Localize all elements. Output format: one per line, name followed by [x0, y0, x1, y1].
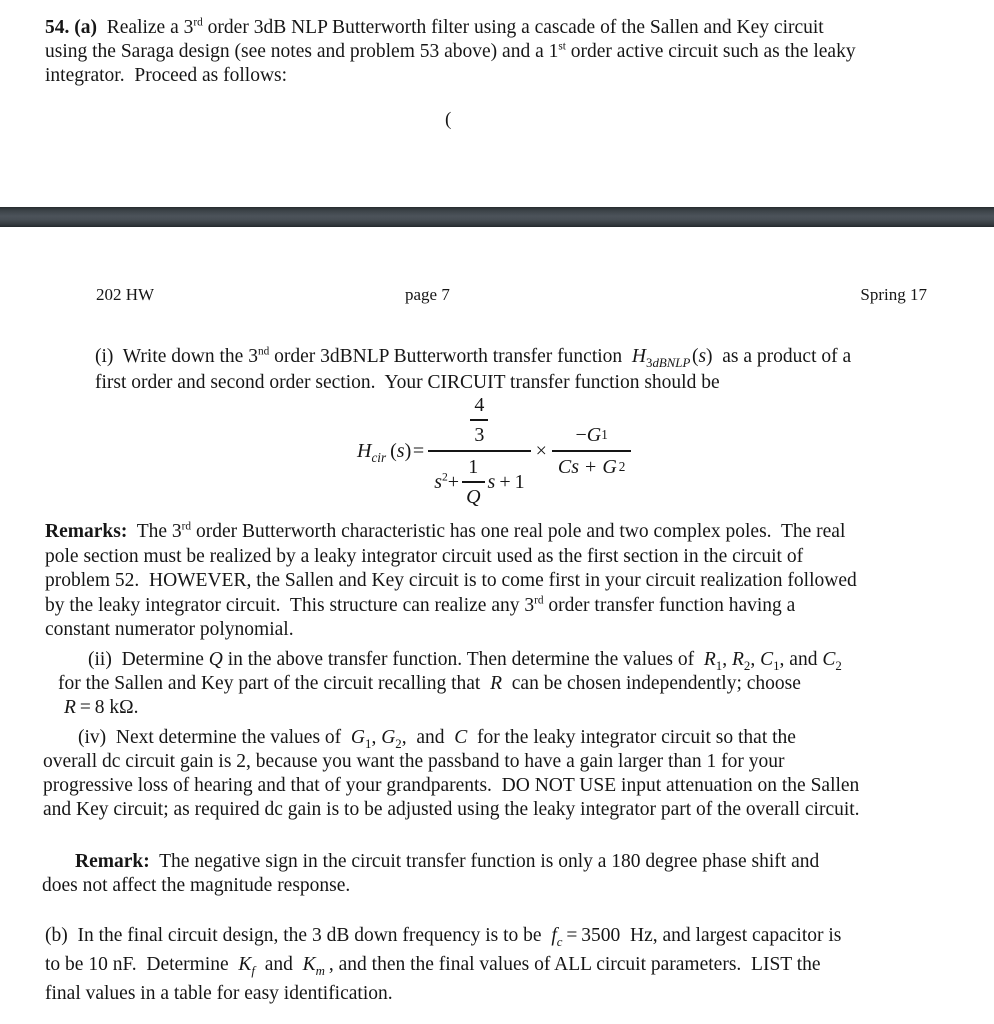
- text-line: problem 52. HOWEVER, the Sallen and Key circuit is to come first in your circuit realization followed: [45, 570, 857, 591]
- part-iv-paragraph: [43, 726, 860, 822]
- circuit-transfer-function-formula: [357, 393, 631, 509]
- text-line: overall dc circuit gain is 2, because you want the passband to have a gain larger than 1 for your: [43, 751, 785, 772]
- header-term-label: Spring 17: [860, 285, 927, 304]
- part-b-paragraph: [45, 921, 841, 1008]
- text-line: constant numerator polynomial.: [45, 619, 294, 640]
- text-line: for the Sallen and Key part of the circuit recalling that R can be chosen independently; choose: [58, 673, 801, 694]
- text-line: R = 8 kΩ.: [64, 697, 139, 718]
- remark-paragraph: [42, 850, 819, 898]
- page-break-divider: [0, 207, 994, 227]
- text-line: pole section must be realized by a leaky integrator circuit used as the first section in the circuit of: [45, 545, 804, 567]
- text-line: progressive loss of hearing and that of your grandparents. DO NOT USE input attenuation on the Sallen: [43, 775, 860, 796]
- part-i-paragraph: [95, 344, 851, 396]
- multiplication-sign: ×: [535, 440, 547, 462]
- text-line: first order and second order section. Your CIRCUIT transfer function should be: [95, 372, 720, 393]
- text-line: Remark: The negative sign in the circuit transfer function is only a 180 degree phase shift and: [75, 851, 820, 872]
- remarks-paragraph: [45, 520, 857, 643]
- text-line: to be 10 nF. Determine $K_f$ and $K_m$ , and then the final values of ALL circuit parameters. LIST the: [45, 954, 821, 978]
- formula-second-fraction: − G 1 Cs + G 2: [552, 423, 631, 479]
- header-page-number: page 7: [405, 285, 450, 304]
- formula-denominator: $s^2+$ $\frac{1}{Q}$ s + 1: [428, 450, 530, 509]
- fraction-four-thirds: 4 3: [470, 393, 488, 447]
- fraction-one-over-q: $\frac{1}{Q}$: [462, 455, 484, 509]
- text-line: by the leaky integrator circuit. This structure can realize any 3rd order transfer function having a: [45, 594, 796, 616]
- text-line: (ii) Determine Q in the above transfer function. Then determine the values of $R_1$, $R_2$, $C_1$, and $C_2$: [88, 649, 842, 673]
- text-line: integrator. Proceed as follows:: [45, 65, 288, 86]
- text-line: and Key circuit; as required dc gain is to be adjusted using the leaky integrator part of the overall circuit.: [43, 799, 860, 820]
- stray-parenthesis-mark: (: [445, 109, 452, 130]
- formula-lhs: $H_{cir}$ (s) =: [357, 440, 425, 465]
- text-line: (iv) Next determine the values of $G_1$, $G_2$, and C for the leaky integrator circuit so that the: [78, 727, 796, 751]
- text-line: using the Saraga design (see notes and problem 53 above) and a 1st order active circuit such as the leaky: [45, 40, 856, 62]
- text-line: 54. (a) Realize a 3rd order 3dB NLP Butterworth filter using a cascade of the Sallen and Key circuit: [45, 16, 824, 38]
- text-line: (i) Write down the 3nd order 3dBNLP Butterworth transfer function $H_{3dBNLP}$ (s) as a product of a: [95, 345, 852, 370]
- text-line: does not affect the magnitude response.: [42, 875, 351, 896]
- text-line: final values in a table for easy identification.: [45, 983, 393, 1004]
- text-line: Remarks: The 3rd order Butterworth characteristic has one real pole and two complex poles. The real: [45, 520, 846, 542]
- header-course-label: 202 HW: [96, 285, 155, 304]
- problem-54a-statement: [45, 16, 856, 88]
- part-ii-paragraph: [46, 648, 842, 720]
- text-line: (b) In the final circuit design, the 3 dB down frequency is to be $f_c = 3500$ Hz, and largest capacitor is: [45, 925, 842, 949]
- page-header: [0, 285, 994, 307]
- formula-main-fraction: [428, 393, 530, 509]
